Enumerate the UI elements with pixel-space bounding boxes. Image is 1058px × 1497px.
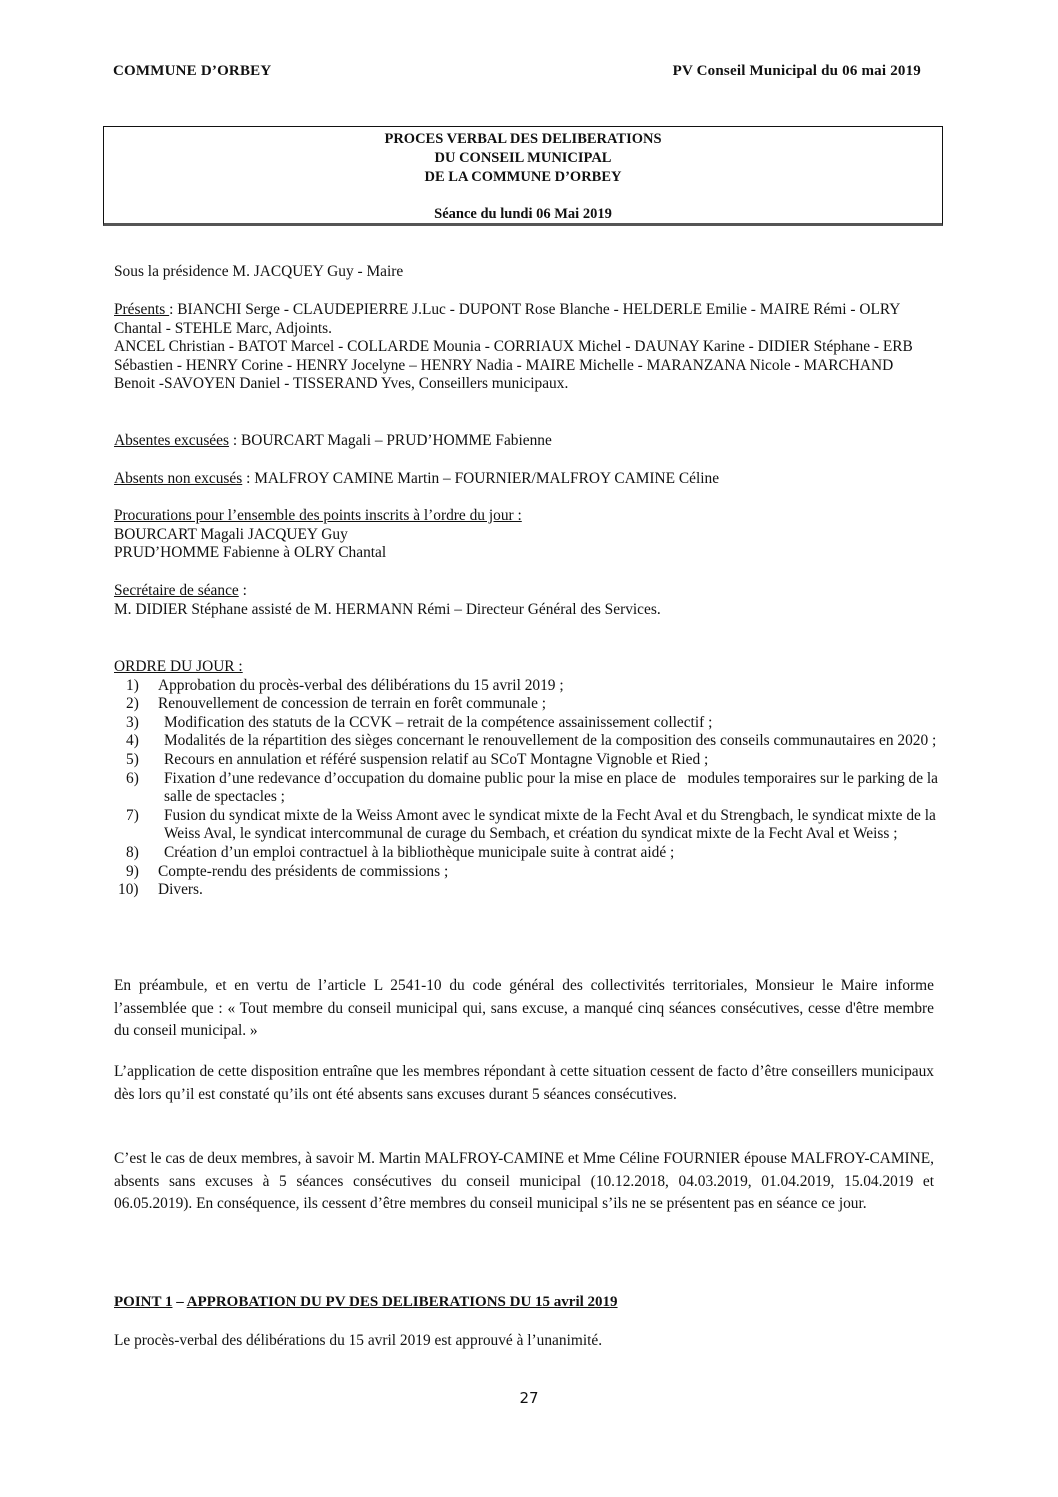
absents-non-excuses	[114, 470, 934, 489]
ordre-du-jour-list	[114, 677, 944, 900]
absentes-excusees-label: Absentes excusées	[114, 432, 229, 449]
agenda-item-number: 9)	[126, 862, 139, 880]
point-1-heading	[114, 1294, 618, 1311]
agenda-item-text: Fusion du syndicat mixte de la Weiss Amont avec le syndicat mixte de la Fecht Aval et du Strengbach, le syndicat mixte de la Weiss Aval, le syndicat intercommunal de curage du Sembach, et création du syndicat mixte de la Fecht Aval et Weiss ;	[164, 806, 936, 843]
absentes-excusees-names: : BOURCART Magali – PRUD’HOMME Fabienne	[228, 432, 552, 449]
agenda-item-number: 2)	[126, 695, 139, 713]
agenda-item-number: 8)	[126, 843, 139, 861]
agenda-item-number: 6)	[126, 769, 139, 787]
agenda-item-number: 4)	[126, 732, 139, 750]
paragraph-preambule: En préambule, et en vertu de l’article L 2541-10 du code général des collectivités territoriales, Monsieur le Maire informe l’assemblée que : « Tout membre du conseil municipal qui, sans excuse, a manqué cinq séances consécutives, cesse d'être membre du conseil municipal. »	[114, 977, 934, 1039]
presents-section	[114, 301, 934, 394]
title-line-2: DU CONSEIL MUNICIPAL	[434, 150, 612, 166]
ordre-du-jour	[114, 658, 944, 900]
agenda-item-number: 5)	[126, 750, 139, 768]
presents-conseillers: ANCEL Christian - BATOT Marcel - COLLARDE Mounia - CORRIAUX Michel - DAUNAY Karine - DIDIER Stéphane - ERB Sébastien - HENRY Corine - HENRY Jocelyne – HENRY Nadia - MAIRE Michelle - MARANZANA Nicole - MARCHAND Benoit -SAVOYEN Daniel - TISSERAND Yves, Conseillers municipaux.	[114, 338, 913, 393]
agenda-item-number: 1)	[126, 676, 139, 694]
header-document-title: PV Conseil Municipal du 06 mai 2019	[672, 63, 921, 79]
agenda-item	[114, 881, 944, 900]
agenda-item-number: 7)	[126, 806, 139, 824]
secretaire	[114, 582, 934, 619]
agenda-item	[114, 863, 944, 882]
title-line-3: DE LA COMMUNE D’ORBEY	[424, 169, 622, 185]
point-1-label: POINT 1	[114, 1294, 173, 1310]
point-1-text: Le procès-verbal des délibérations du 15 avril 2019 est approuvé à l’unanimité.	[114, 1332, 603, 1349]
agenda-item	[114, 751, 944, 770]
absentes-excusees	[114, 432, 934, 451]
absents-non-excuses-label: Absents non excusés	[114, 470, 243, 487]
page-number: 27	[519, 1389, 539, 1407]
point-1-title: APPROBATION DU PV DES DELIBERATIONS DU 15 avril 2019	[186, 1294, 618, 1310]
paragraph-application: L’application de cette disposition entraîne que les membres répondant à cette situation cessent de facto d’être conseillers municipaux dès lors qu’il est constaté qu’ils ont été absents sans excuses durant 5 séances consécutives.	[114, 1063, 934, 1103]
agenda-item	[114, 714, 944, 733]
secretaire-text: M. DIDIER Stéphane assisté de M. HERMANN Rémi – Directeur Général des Services.	[114, 600, 661, 618]
procuration-line: BOURCART Magali JACQUEY Guy	[114, 525, 348, 543]
agenda-item	[114, 844, 944, 863]
header-commune: COMMUNE D’ORBEY	[113, 63, 272, 79]
agenda-item-text: Création d’un emploi contractuel à la bibliothèque municipale suite à contrat aidé ;	[164, 843, 675, 861]
presidence: Sous la présidence M. JACQUEY Guy - Maire	[114, 263, 404, 280]
agenda-item-text: Renouvellement de concession de terrain en forêt communale ;	[158, 695, 547, 713]
procuration-line: PRUD’HOMME Fabienne à OLRY Chantal	[114, 544, 387, 562]
agenda-item-text: Fixation d’une redevance d’occupation du domaine public pour la mise en place de modules temporaires sur le parking de la salle de spectacles ;	[164, 769, 942, 806]
procurations-label: Procurations pour l’ensemble des points inscrits à l’ordre du jour :	[114, 507, 522, 524]
presents-adjoints: : BIANCHI Serge - CLAUDEPIERRE J.Luc - DUPONT Rose Blanche - HELDERLE Emilie - MAIRE Rémi - OLRY Chantal - STEHLE Marc, Adjoints.	[114, 301, 900, 337]
agenda-item-text: Recours en annulation et référé suspension relatif au SCoT Montagne Vignoble et Ried ;	[164, 750, 709, 768]
agenda-item-number: 10)	[118, 881, 139, 899]
secretaire-label: Secrétaire de séance	[114, 582, 239, 599]
agenda-item	[114, 695, 944, 714]
title-line-1: PROCES VERBAL DES DELIBERATIONS	[384, 131, 662, 147]
agenda-item-number: 3)	[126, 713, 139, 731]
title-box	[103, 126, 943, 226]
secretaire-colon: :	[238, 582, 247, 599]
agenda-item-text: Approbation du procès-verbal des délibérations du 15 avril 2019 ;	[158, 676, 564, 694]
point-1-separator: –	[172, 1294, 187, 1310]
ordre-du-jour-label: ORDRE DU JOUR :	[114, 658, 243, 675]
seance-date: Séance du lundi 06 Mai 2019	[434, 206, 612, 222]
agenda-item	[114, 677, 944, 696]
agenda-item	[114, 807, 944, 844]
absents-non-excuses-names: : MALFROY CAMINE Martin – FOURNIER/MALFROY CAMINE Céline	[242, 470, 720, 487]
procurations	[114, 507, 934, 563]
presents-label: Présents	[114, 301, 170, 318]
agenda-item-text: Divers.	[158, 881, 203, 899]
agenda-item	[114, 770, 944, 807]
agenda-item-text: Compte-rendu des présidents de commissions ;	[158, 862, 449, 880]
agenda-item-text: Modalités de la répartition des sièges concernant le renouvellement de la composition des conseils communautaires en 2020 ;	[164, 732, 937, 750]
agenda-item-text: Modification des statuts de la CCVK – retrait de la compétence assainissement collectif ;	[164, 713, 713, 731]
agenda-item	[114, 732, 944, 751]
paragraph-cas-membres: C’est le cas de deux membres, à savoir M. Martin MALFROY-CAMINE et Mme Céline FOURNIER épouse MALFROY-CAMINE, absents sans excuses à 5 séances consécutives du conseil municipal (10.12.2018, 04.03.2019, 01.04.2019, 15.04.2019 et 06.05.2019). En conséquence, ils cessent d’être membres du conseil municipal s’ils ne se présentent pas en séance ce jour.	[114, 1150, 934, 1212]
